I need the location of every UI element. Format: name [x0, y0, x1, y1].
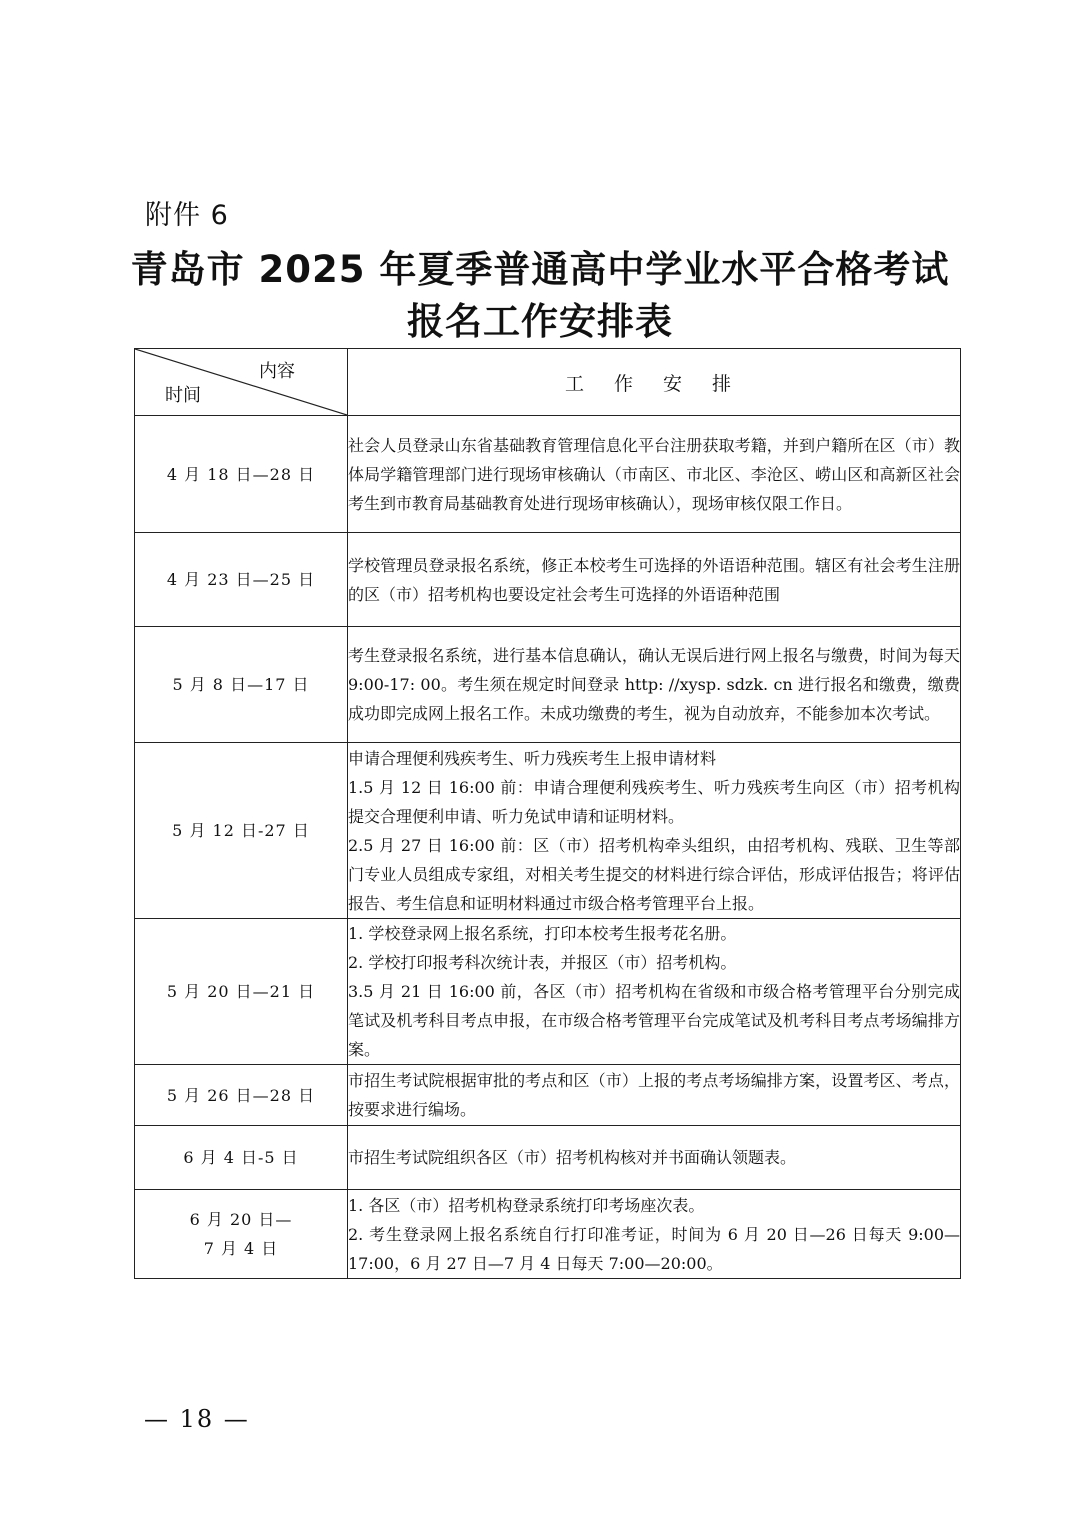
table-row [135, 919, 961, 1065]
row-time-cell [135, 1126, 348, 1190]
row-arrangement-cell [348, 1190, 961, 1279]
header-content-label: 内容 [259, 361, 295, 382]
row-time-cell [135, 1065, 348, 1126]
row-arrangement-text: 3.5 月 21 日 16:00 前，各区（市）招考机构在省级和市级合格考管理平台分别完成笔试及机考科目考点申报，在市级合格考管理平台完成笔试及机考科目考点考场编排方案。 [348, 982, 960, 1059]
row-arrangement-text: 考生登录报名系统，进行基本信息确认，确认无误后进行网上报名与缴费，时间为每天 9:00-17: 00。考生须在规定时间登录 http: //xysp. sdzk. cn 进行报名和缴费，缴费成功即完成网上报名工作。未成功缴费的考生，视为自动放弃，不能参加本次考试。 [348, 646, 960, 723]
row-arrangement-cell [348, 533, 961, 627]
schedule-table [134, 348, 961, 1279]
document-title-line-2: 报名工作安排表 [407, 300, 673, 343]
row-time-text: 5 月 20 日—21 日 [166, 982, 316, 1001]
row-time-text: 5 月 12 日-27 日 [172, 821, 310, 840]
row-time-text: 4 月 23 日—25 日 [166, 570, 316, 589]
row-time-cell [135, 919, 348, 1065]
row-arrangement-text: 1.5 月 12 日 16:00 前：申请合理便利残疾考生、听力残疾考生向区（市）招考机构提交合理便利申请、听力免试申请和证明材料。 [348, 777, 960, 826]
row-arrangement-text: 2. 学校打印报考科次统计表，并报区（市）招考机构。 [348, 953, 737, 972]
row-arrangement-text: 学校管理员登录报名系统，修正本校考生可选择的外语语种范围。辖区有社会考生注册的区（市）招考机构也要设定社会考生可选择的外语语种范围 [348, 555, 960, 604]
row-arrangement-text: 申请合理便利残疾考生、听力残疾考生上报申请材料 [348, 748, 717, 768]
row-arrangement-text: 2.5 月 27 日 16:00 前：区（市）招考机构牵头组织，由招考机构、残联、卫生等部门专业人员组成专家组，对相关考生提交的材料进行综合评估，形成评估报告；将评估报告、考生信息和证明材料通过市级合格考管理平台上报。 [348, 835, 960, 913]
row-arrangement-cell [348, 416, 961, 533]
row-arrangement-cell [348, 1065, 961, 1126]
row-arrangement-cell [348, 627, 961, 743]
row-time-cell [135, 743, 348, 919]
table-row [135, 416, 961, 533]
row-time-cell [135, 627, 348, 743]
table-row [135, 627, 961, 743]
table-row [135, 1065, 961, 1126]
row-arrangement-cell [348, 1126, 961, 1190]
schedule-table-body [135, 416, 961, 1279]
table-row [135, 1190, 961, 1279]
row-arrangement-text: 市招生考试院根据审批的考点和区（市）上报的考点考场编排方案，设置考区、考点，按要求进行编场。 [348, 1071, 960, 1119]
row-time-text: 5 月 8 日—17 日 [172, 675, 310, 694]
row-time-text: 6 月 4 日-5 日 [183, 1148, 299, 1167]
row-time-cell [135, 416, 348, 533]
row-arrangement-cell [348, 743, 961, 919]
row-arrangement-text: 2. 考生登录网上报名系统自行打印准考证，时间为 6 月 20 日—26 日每天 9:00—17:00，6 月 27 日—7 月 4 日每天 7:00—20:00。 [348, 1224, 960, 1273]
row-arrangement-text: 1. 学校登录网上报名系统，打印本校考生报考花名册。 [348, 924, 737, 943]
row-time-text: 6 月 20 日— [189, 1210, 293, 1229]
row-arrangement-text: 社会人员登录山东省基础教育管理信息化平台注册获取考籍，并到户籍所在区（市）教体局学籍管理部门进行现场审核确认（市南区、市北区、李沧区、崂山区和高新区社会考生到市教育局基础教育处进行现场审核确认），现场审核仅限工作日。 [348, 435, 960, 513]
document-title-line-1: 青岛市 2025 年夏季普通高中学业水平合格考试 [130, 248, 950, 291]
table-row [135, 1126, 961, 1190]
row-time-text: 5 月 26 日—28 日 [166, 1085, 316, 1105]
row-arrangement-text: 1. 各区（市）招考机构登录系统打印考场座次表。 [348, 1195, 705, 1215]
diagonal-header-cell [135, 349, 348, 416]
row-time-text: 4 月 18 日—28 日 [166, 464, 316, 484]
header-time-label: 时间 [165, 385, 201, 406]
header-work-arrangement: 工 作 安 排 [348, 349, 961, 416]
table-row [135, 743, 961, 919]
row-time-text: 7 月 4 日 [203, 1239, 279, 1258]
attachment-label: 附件 6 [145, 200, 229, 231]
row-time-cell [135, 1190, 348, 1279]
row-arrangement-text: 市招生考试院组织各区（市）招考机构核对并书面确认领题表。 [348, 1148, 797, 1167]
row-time-cell [135, 533, 348, 627]
table-header-row [135, 349, 961, 416]
row-arrangement-cell [348, 919, 961, 1065]
page-number: — 18 — [144, 1405, 250, 1433]
table-row [135, 533, 961, 627]
